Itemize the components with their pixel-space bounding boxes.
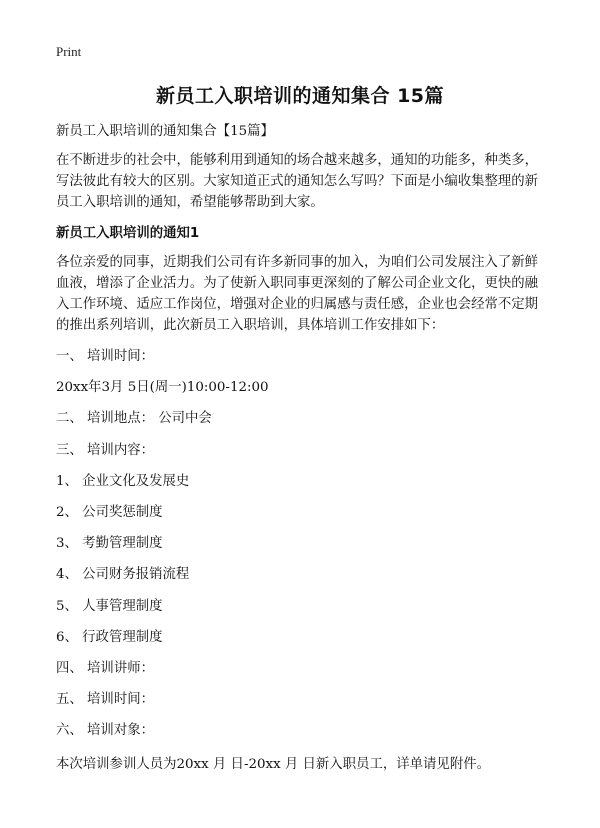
list-item: 4、 公司财务报销流程: [56, 567, 190, 583]
list-item: 二、 培训地点： 公司中会: [56, 411, 212, 427]
list-item: 20xx年3月 5日(周一)10:00-12:00: [56, 380, 269, 396]
list-item: 6、 行政管理制度: [56, 629, 163, 645]
list-item: 五、 培训时间：: [56, 692, 154, 708]
list-item: 四、 培训讲师：: [56, 660, 154, 676]
subtitle: 新员工入职培训的通知集合【15篇】: [56, 124, 274, 139]
document-body: [56, 121, 550, 775]
list-item: 3、 考勤管理制度: [56, 536, 163, 552]
page-title: 新员工入职培训的通知集合 15篇: [155, 85, 445, 107]
body-paragraph: 各位亲爱的同事，近期我们公司有许多新同事的加入，为咱们公司发展注入了新鲜血液，增添了企业活力。为了使新入职同事更深刻的了解公司企业文化，更快的融入工作环境、适应工作岗位，增强对企业的归属感与责任感，企业也会经常不定期的推出系列培训，此次新员工入职培训，具体培训工作安排如下：: [56, 255, 539, 333]
list-item: 1、 企业文化及发展史: [56, 473, 190, 489]
list-item: 三、 培训内容：: [56, 442, 154, 458]
section-heading: 新员工入职培训的通知1: [56, 226, 200, 241]
list-item: 一、 培训时间：: [56, 349, 154, 364]
list-item: 2、 公司奖惩制度: [56, 504, 163, 520]
print-label: Print: [56, 44, 82, 59]
intro-paragraph: 在不断进步的社会中，能够利用到通知的场合越来越多，通知的功能多，种类多，写法彼此有较大的区别。大家知道正式的通知怎么写吗？下面是小编收集整理的新员工入职培训的通知，希望能够帮助到大家。: [56, 153, 539, 210]
list-item: 六、 培训对象：: [56, 723, 154, 739]
list-item: 5、 人事管理制度: [56, 598, 163, 614]
footer-line: 本次培训参训人员为20xx 月 日-20xx 月 日新入职员工，详单请见附件。: [56, 757, 490, 773]
